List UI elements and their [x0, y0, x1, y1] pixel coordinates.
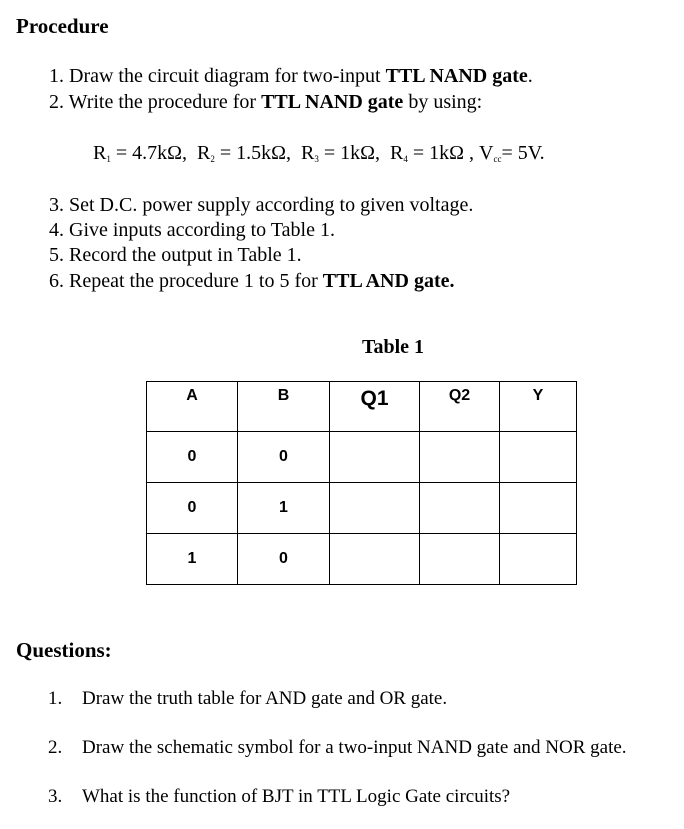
param-r3: $R_3 = 1k\Omega$,	[301, 142, 380, 164]
cell-q2	[420, 534, 500, 585]
param-r1: $R_1 = 4.7k\Omega$,	[93, 142, 187, 164]
table-header-row	[147, 382, 577, 432]
cell-a: 1	[147, 534, 238, 585]
step-1-bold: TTL NAND gate	[385, 65, 528, 87]
procedure-step-5: 5. Record the output in Table 1.	[49, 244, 302, 266]
procedure-step-4: 4. Give inputs according to Table 1.	[49, 219, 335, 241]
question-text: What is the function of BJT in TTL Logic Gate circuits?	[82, 786, 511, 807]
question-number: 2.	[48, 737, 63, 758]
param-r4: $R_4 = 1k\Omega$ ,	[390, 142, 474, 164]
step-2-prefix: 2. Write the procedure for	[49, 91, 262, 113]
step-6-bold: TTL AND gate.	[322, 270, 455, 292]
param-r2: $R_2 = 1.5k\Omega$,	[197, 142, 291, 164]
cell-q2	[420, 432, 500, 483]
cell-b: 1	[238, 483, 330, 534]
header-q1: Q1	[330, 382, 420, 432]
question-text: Draw the schematic symbol for a two-input NAND gate and NOR gate.	[82, 737, 627, 758]
cell-a: 0	[147, 483, 238, 534]
step-6-prefix: 6. Repeat the procedure 1 to 5 for	[49, 270, 323, 292]
cell-q1	[330, 432, 420, 483]
step-2-suffix: by using:	[403, 91, 483, 113]
step-2-bold: TTL NAND gate	[261, 91, 404, 113]
table-row	[147, 483, 577, 534]
questions-heading: Questions:	[16, 638, 112, 662]
cell-y	[500, 483, 577, 534]
cell-y	[500, 432, 577, 483]
cell-q1	[330, 534, 420, 585]
param-vcc: $V_{cc}= 5V$.	[479, 142, 545, 164]
step-1-prefix: 1. Draw the circuit diagram for two-input	[49, 65, 386, 87]
cell-b: 0	[238, 534, 330, 585]
header-a: A	[147, 382, 238, 432]
table-caption: Table 1	[362, 336, 425, 358]
procedure-heading: Procedure	[16, 14, 109, 38]
table-row	[147, 432, 577, 483]
procedure-step-1	[49, 64, 533, 88]
cell-b: 0	[238, 432, 330, 483]
procedure-step-2	[49, 90, 482, 114]
procedure-step-6	[49, 269, 454, 293]
cell-a: 0	[147, 432, 238, 483]
cell-y	[500, 534, 577, 585]
question-number: 3.	[48, 786, 63, 807]
step-1-suffix: .	[527, 65, 533, 87]
header-q2: Q2	[420, 382, 500, 432]
question-item-1	[48, 688, 447, 710]
question-item-3	[48, 786, 510, 808]
truth-table	[146, 381, 577, 585]
cell-q1	[330, 483, 420, 534]
cell-q2	[420, 483, 500, 534]
header-b: B	[238, 382, 330, 432]
question-item-2	[48, 737, 627, 759]
question-number: 1.	[48, 688, 63, 709]
procedure-step-3: 3. Set D.C. power supply according to given voltage.	[49, 194, 474, 216]
question-text: Draw the truth table for AND gate and OR gate.	[82, 688, 448, 709]
header-y: Y	[500, 382, 577, 432]
table-row	[147, 534, 577, 585]
circuit-parameters	[93, 142, 545, 165]
